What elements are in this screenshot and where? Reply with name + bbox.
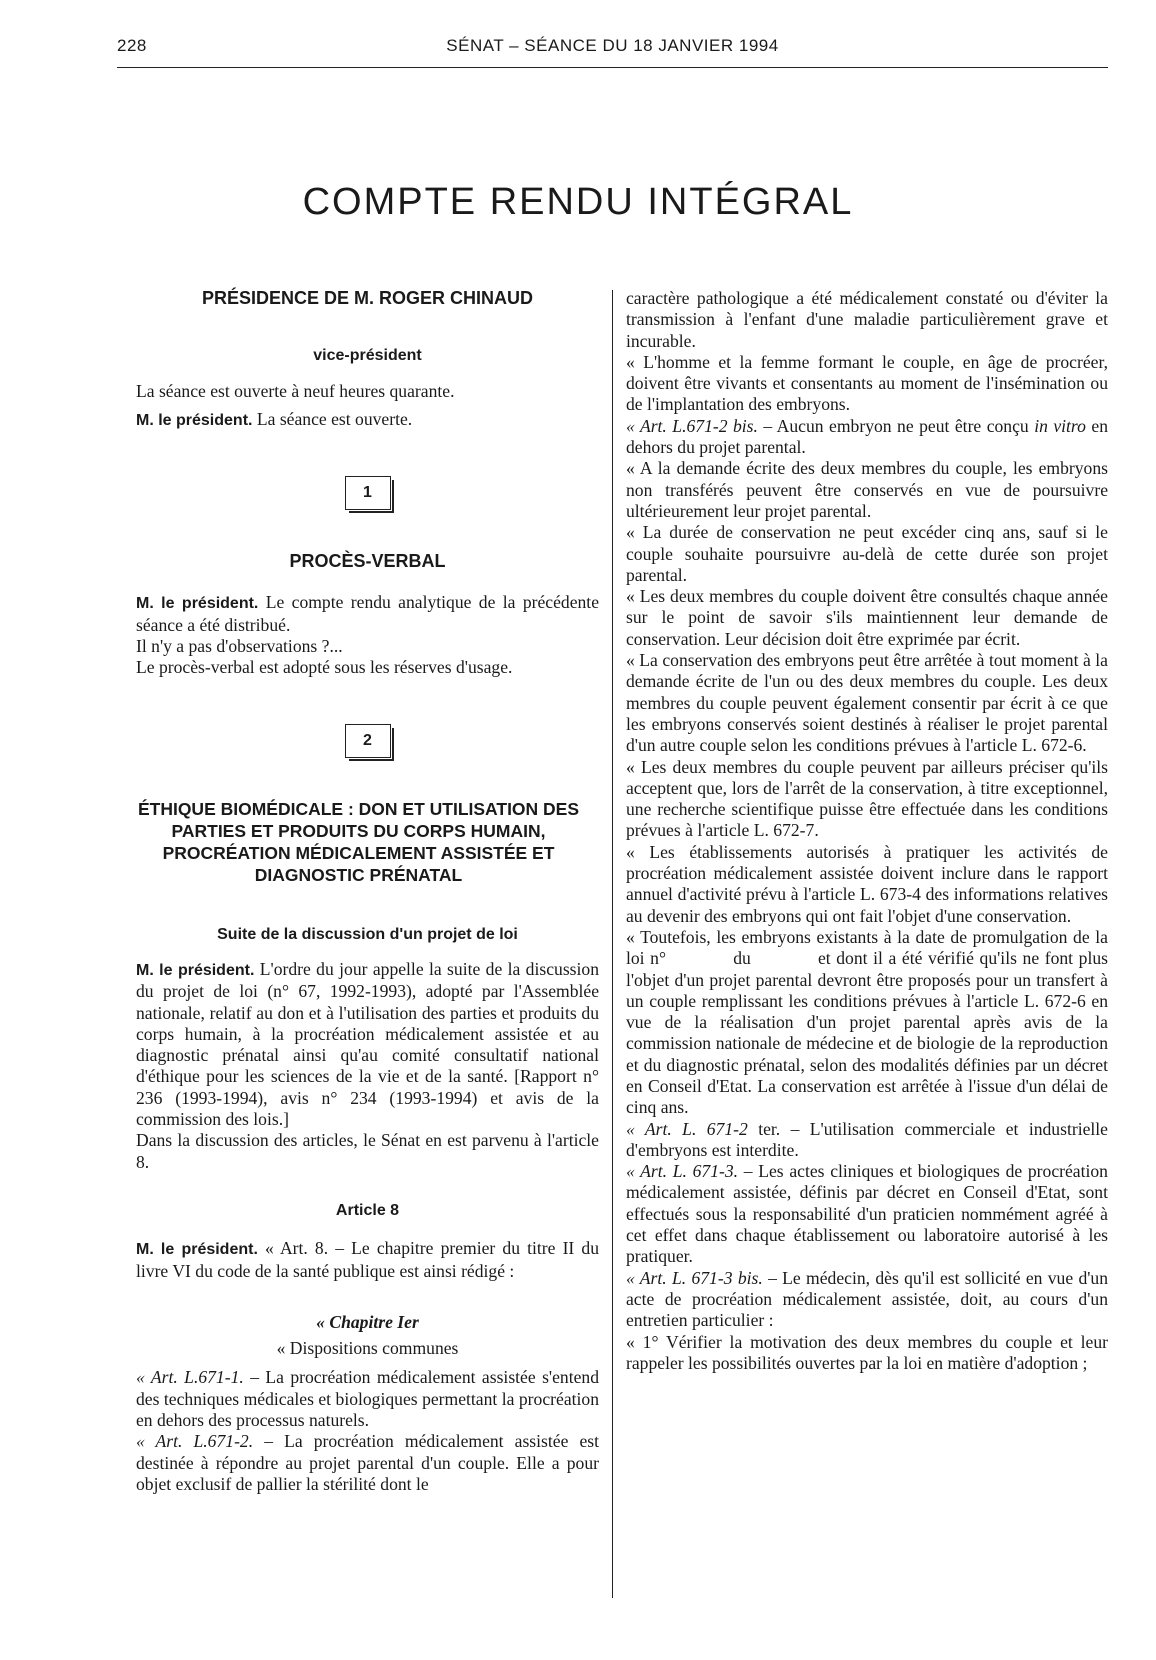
paragraph: « Les deux membres du couple peuvent par ailleurs préciser qu'ils acceptent que, lors de l'arrêt de la conservation, à titre exceptionnel, une recherche scientifique puisse être effectuée dans les conditions prévues à l'article L. 672-7. — [626, 756, 1108, 841]
paragraph: « Art. L. 671-3. – Les actes cliniques et biologiques de procréation médicalement assistée, définis par décret en Conseil d'Etat, sont effectués sous la responsabilité d'un praticien nommément agréé à cet effet dans chaque établissement ou laboratoire autorisé à les pratiquer. — [626, 1161, 1108, 1267]
speaker-label: M. le président. — [136, 411, 253, 429]
dispositions-heading: « Dispositions communes — [276, 1338, 459, 1359]
right-column — [626, 288, 1113, 1374]
left-column — [136, 288, 599, 1495]
proces-verbal-heading: PROCÈS-VERBAL — [289, 551, 446, 572]
paragraph: caractère pathologique a été médicalement constaté ou d'éviter la transmission à l'enfant d'une maladie particulièrement grave et incurable. — [626, 288, 1108, 351]
paragraph: « Art. L.671-2 bis. – Aucun embryon ne peut être conçu in vitro en dehors du projet parental. — [626, 415, 1108, 458]
paragraph: « Art. L.671-1. – La procréation médicalement assistée s'entend des techniques médicales et biologiques permettant la procréation en dehors des processus naturels. — [136, 1367, 599, 1431]
main-title: COMPTE RENDU INTÉGRAL — [302, 181, 854, 223]
section-number-box: 2 — [345, 724, 391, 758]
speaker-label: M. le président. — [136, 595, 259, 613]
article-ref: « Art. L. 671-3 bis. — [626, 1267, 763, 1288]
running-header — [117, 36, 1108, 58]
section-number-box: 1 — [345, 476, 391, 510]
paragraph: « Toutefois, les embryons existants à la date de promulgation de la loi n° du et dont il a été vérifié qu'ils ne font plus l'objet d'un projet parental devront être proposés pour un transfert à un couple remplissant les conditions prévues à l'article L. 672-6 en vue de la réalisation d'un projet parental après avis de la commission nationale de médecine et de biologie de la reproduction et du diagnostic prénatal, selon des modalités définies par un décret en Conseil d'Etat. La conservation est arrêtée à l'issue d'un délai de cinq ans. — [626, 926, 1113, 1118]
paragraph: « Les établissements autorisés à pratiquer les activités de procréation médicalement assistée doivent inclure dans le rapport annuel d'activité prévu à l'article L. 673-4 des informations relatives au devenir des embryons qui ont fait l'objet d'une conservation. — [626, 841, 1108, 926]
speaker-label: M. le président. — [136, 1241, 258, 1259]
running-title: SÉNAT – SÉANCE DU 18 JANVIER 1994 — [446, 36, 779, 55]
article-heading: Article 8 — [335, 1201, 400, 1219]
paragraph: « Les deux membres du couple doivent être consultés chaque année sur le point de savoir s'ils maintiennent leur demande de conservation. Leur décision doit être exprimée par écrit. — [626, 586, 1108, 649]
paragraph: M. le président. « Art. 8. – Le chapitre premier du titre II du livre VI du code de la santé publique est ainsi rédigé : — [136, 1238, 599, 1281]
paragraph: « La conservation des embryons peut être arrêtée à tout moment à la demande écrite de l'un ou des deux membres du couple. Les deux membres du couple peuvent également consentir par écrit à ce que les embryons conservés soient destinés à réaliser le projet parental d'un autre couple selon les conditions prévues à l'article L. 672-6. — [626, 650, 1108, 756]
presidence-heading: PRÉSIDENCE DE M. ROGER CHINAUD — [201, 288, 534, 308]
paragraph: Dans la discussion des articles, le Sénat en est parvenu à l'article 8. — [136, 1130, 599, 1172]
paragraph: M. le président. Le compte rendu analytique de la précédente séance a été distribué. — [136, 592, 599, 635]
paragraph: M. le président. L'ordre du jour appelle la suite de la discussion du projet de loi (n° 67, 1992-1993), adopté par l'Assemblée nationale, relatif au don et à l'utilisation des parties et produits du corps humain, à la procréation médicalement assistée et au diagnostic prénatal ainsi qu'au comité consultatif national d'éthique pour les sciences de la vie et de la santé. [Rapport n° 236 (1993-1994), avis n° 234 (1993-1994) et avis de la commission des lois.] — [136, 958, 599, 1130]
article-ref: « Art. L.671-2. — [136, 1431, 254, 1452]
ethique-heading: ÉTHIQUE BIOMÉDICALE : DON ET UTILISATION DES PARTIES ET PRODUITS DU CORPS HUMAIN, PROCRÉATION MÉDICALEMENT ASSISTÉE ET DIAGNOSTIC PRÉNATAL — [137, 798, 580, 885]
paragraph: « 1° Vérifier la motivation des deux membres du couple et leur rappeler les possibilités ouvertes par la loi en matière d'adoption ; — [626, 1331, 1108, 1373]
paragraph: « A la demande écrite des deux membres du couple, les embryons non transférés peuvent être conservés en vue de poursuivre ultérieurement leur projet parental. — [626, 458, 1108, 521]
paragraph: « Art. L. 671-2 ter. – L'utilisation commerciale et industrielle d'embryons est interdite. — [626, 1118, 1108, 1160]
header-rule — [117, 67, 1108, 68]
column-divider — [612, 290, 613, 1598]
paragraph: « La durée de conservation ne peut excéder cinq ans, sauf si le couple souhaite poursuivre au-delà de cette durée son projet parental. — [626, 522, 1108, 585]
suite-heading: Suite de la discussion d'un projet de loi — [217, 925, 518, 943]
speaker-label: M. le président. — [136, 961, 255, 979]
page-number: 228 — [117, 36, 147, 55]
paragraph: M. le président. La séance est ouverte. — [136, 408, 413, 429]
paragraph: « L'homme et la femme formant le couple, en âge de procréer, doivent être vivants et consentants au moment de l'insémination ou de l'implantation des embryons. — [626, 351, 1108, 415]
chapter-heading: « Chapitre Ier — [316, 1311, 419, 1332]
paragraph: « Art. L.671-2. – La procréation médicalement assistée est destinée à répondre au projet parental d'un couple. Elle a pour objet exclusif de pallier la stérilité dont le — [136, 1431, 599, 1494]
article-ref: « Art. L. 671-3. — [626, 1161, 739, 1182]
paragraph: Il n'y a pas d'observations ?... — [136, 636, 343, 657]
article-ref: « Art. L.671-1. — [136, 1367, 244, 1388]
vice-president-label: vice-président — [313, 347, 422, 365]
paragraph: La séance est ouverte à neuf heures quarante. — [136, 380, 455, 401]
article-ref: « Art. L.671-2 bis. — [626, 415, 758, 436]
article-ref: « Art. L. 671-2 — [626, 1118, 748, 1139]
paragraph: Le procès-verbal est adopté sous les réserves d'usage. — [136, 657, 513, 678]
paragraph: « Art. L. 671-3 bis. – Le médecin, dès qu'il est sollicité en vue d'un acte de procréation médicalement assistée, doit, au cours d'un entretien particulier : — [626, 1267, 1108, 1331]
